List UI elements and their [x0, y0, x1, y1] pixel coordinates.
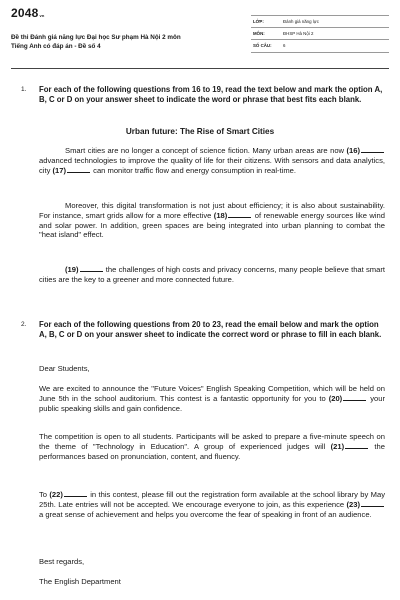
- blank-number-16: (16): [346, 146, 360, 155]
- blank-16[interactable]: [361, 147, 384, 153]
- question-1-instruction: For each of the following questions from 16 to 19, read the text below and mark the option A, B, C or D on your answer sheet to indicate the word or phrase that best fits each blank.: [39, 85, 383, 104]
- meta-row-class: [251, 15, 389, 28]
- email-greeting: Dear Students,: [39, 364, 90, 373]
- passage-paragraph-1: Smart cities are no longer a concept of science fiction. Many urban areas are now (16) advanced technologies to improve the quality of life for their citizens. With sensors and data analytics, city (17) can monitor traffic flow and energy consumption in real-time.: [39, 146, 385, 175]
- blank-22[interactable]: [64, 491, 87, 497]
- meta-label: MÔN:: [253, 30, 265, 36]
- passage-paragraph-3: (19) the challenges of high costs and privacy concerns, many people believe that smart cities are the key to a greener and more connected future.: [39, 265, 385, 284]
- blank-20[interactable]: [343, 395, 366, 401]
- blank-23[interactable]: [361, 501, 384, 507]
- passage-title: Urban future: The Rise of Smart Cities: [125, 127, 275, 136]
- email-paragraph-3: To (22) in this contest, please fill out the registration form available at the school library by May 25th. Late entries will not be accepted. We encourage everyone to join, as this experience (23) a great sense of achievement and helps you overcome the fear of speaking in front of an audience.: [39, 490, 385, 519]
- email-paragraph-2: The competition is open to all students. Participants will be asked to prepare a five-minute speech on the theme of "Technology in Education". A group of experienced judges will (21) the performances based on pronunciation, content, and fluency.: [39, 432, 385, 461]
- question-number-2: 2.: [21, 321, 27, 328]
- header-divider: [11, 68, 389, 69]
- meta-value: Đánh giá năng lực: [283, 19, 319, 24]
- blank-19[interactable]: [80, 266, 103, 272]
- meta-label: SỐ CÂU:: [253, 43, 272, 48]
- blank-21[interactable]: [345, 443, 368, 449]
- exam-title-line-1: Đề thi Đánh giá năng lực Đại học Sư phạm Hà Nội 2 môn: [11, 34, 181, 41]
- site-logo[interactable]: [11, 6, 45, 20]
- blank-number-23: (23): [346, 499, 360, 509]
- email-signature: The English Department: [39, 577, 121, 586]
- meta-row-question-count: [251, 40, 389, 53]
- question-2-instruction: For each of the following questions from 20 to 23, read the email below and mark the option A, B, C or D on your answer sheet to indicate the correct word or phrase to fill in each blank.: [39, 320, 382, 339]
- meta-row-subject: [251, 28, 389, 41]
- logo-suffix: vn: [39, 12, 45, 18]
- blank-number-21: (21): [330, 441, 345, 451]
- exam-title-line-2: Tiếng Anh có đáp án - Đề số 4: [11, 43, 101, 50]
- blank-18[interactable]: [228, 212, 251, 218]
- passage-paragraph-2: Moreover, this digital transformation is not just about efficiency; it is also about sustainability. For instance, smart grids allow for a more effective (18) of renewable energy sources like wind and solar power. In addition, green spaces are being integrated into urban planning to combat the "heat island" effect.: [39, 201, 385, 240]
- blank-number-17: (17): [52, 165, 67, 175]
- blank-number-18: (18): [213, 210, 228, 220]
- meta-value: 6: [283, 43, 286, 48]
- blank-number-22: (22): [49, 490, 63, 499]
- page-header: [0, 0, 400, 62]
- blank-number-19: (19): [65, 265, 79, 274]
- blank-17[interactable]: [67, 167, 90, 173]
- meta-value: ĐHSP Hà Nội 2: [283, 30, 314, 36]
- logo-text: 2048: [11, 6, 39, 20]
- exam-meta-table: [251, 15, 389, 53]
- meta-label: LỚP:: [253, 19, 264, 24]
- email-closing: Best regards,: [39, 557, 85, 566]
- email-paragraph-1: We are excited to announce the "Future Voices" English Speaking Competition, which will be held on June 5th in the school auditorium. This contest is a fantastic opportunity for you to (20) your public speaking skills and gain confidence.: [39, 384, 385, 413]
- question-number-1: 1.: [21, 86, 27, 93]
- blank-number-20: (20): [328, 393, 343, 403]
